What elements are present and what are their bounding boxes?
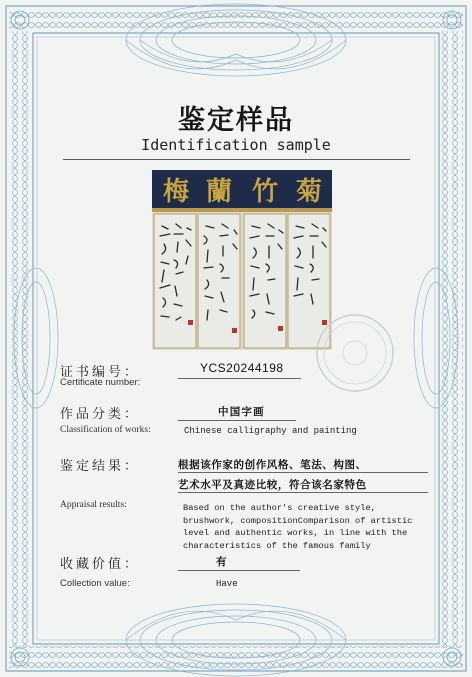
classification-label-en: Classification of works: [60,425,151,435]
appraisal-underline-2 [178,492,428,493]
banner-char-3: 竹 [251,177,279,207]
title-divider [63,159,410,160]
classification-underline [178,420,296,421]
banner-char-1: 梅 [162,177,190,207]
appraisal-value-cn: 根据该作家的创作风格、笔法、构图、 艺术水平及真迹比较，符合该名家特色 [178,459,367,491]
cert-number-label-en: Certificate number: [60,377,141,388]
appraisal-underline-1 [178,472,428,473]
collection-label-en: Collection value: [60,578,130,589]
banner-char-2: 蘭 [205,177,233,207]
appraisal-label-cn: 鉴定结果： [60,459,141,474]
classification-value-en: Chinese calligraphy and painting [184,426,357,436]
appraisal-label-en: Appraisal results: [60,500,127,510]
collection-label-cn: 收藏价值： [60,557,141,572]
title-chinese: 鉴定样品 [178,105,294,136]
collection-underline [178,570,300,571]
cert-number-underline [178,378,301,379]
cert-number-value: YCS20244198 [200,361,284,375]
cert-number-label-cn: 证书编号： [60,365,141,380]
collection-value-cn: 有 [216,556,228,568]
collection-value-en: Have [216,579,238,589]
banner-char-4: 菊 [295,177,323,207]
classification-label-cn: 作品分类： [60,407,141,422]
title-english: Identification sample [141,136,331,154]
appraisal-value-en: Based on the author's creative style, brushwork, compositionComparison of artistic level and authentic works, in line with the characteristics of the famous family [183,503,413,551]
classification-value-cn: 中国字画 [218,406,265,418]
embossed-seal [314,312,396,394]
artwork-image [152,170,332,350]
